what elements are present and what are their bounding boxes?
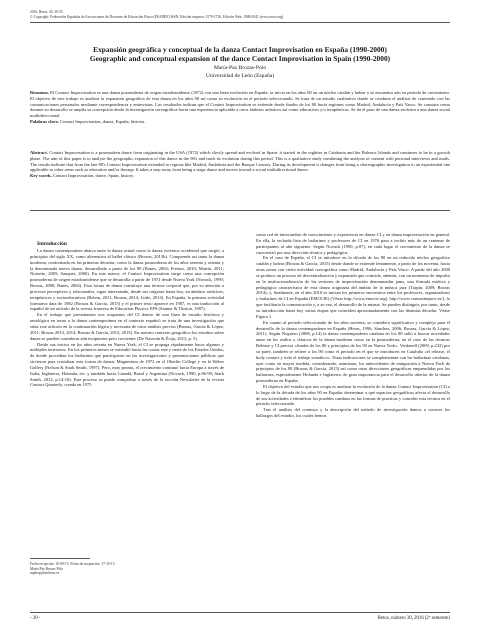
footnote-dates: Fecha recepción: 16-09-15. Fecha de aceptación: 17-10-15 xyxy=(30,562,115,566)
abstract-block xyxy=(30,150,450,179)
resumen-text: El Contact Improvisation es una danza posmoderna de origen estadounidense (1972) con una lenta evolución en España: se inicia en los años 80 en un núcleo catalán y balear y se encuentra aún en periodo de crecimiento. El objetivo de este trabajo es analizar la expansión geográfica de esta danza en los años 90 así como su evolución en el periodo seleccionado. Se trata de un estudio cualitativo donde se combina el análisis de contenido con las comunicaciones personales mediante correspondencia y entrevistas. Los resultados indican que el Contact Improvisation se extiende desde finales de los 80 hacia regiones como Madrid, Andalucía y País Vasco. Se constata como durante su desarrollo se amplía su concepción desde la investigación coreográfica hacia una experiencia aplicable a otros ámbitos artísticos así como educativos y/o terapéuticos. Se da el paso de una danza escénica a una danza social multidireccional. xyxy=(30,90,450,119)
key-words-text: Contact Improvisation, dance, Spain, history. xyxy=(52,173,135,179)
body-paragraph: Desde sus inicios en los años setenta en Nueva York, el CI se propaga rápidamente hacia algunos y múltiples territorios. En los primeros meses se extendió hacia las costas este y oeste de los Estados Unidos, de donde procedían los bailarines que participaron en las investigaciones y presentaciones públicas que sirvieron para cristalizar esta forma de danza: Magnesium de 1972 en el Oberlin College y en la Weber Gallery (Nelson & Stark Smith, 1997). Pero, muy pronto, el crecimiento continuó hacia Europa a través de Italia, Inglaterra, Holanda, etc. y también hacia Canadá, Brasil y Argentina (Novack, 1990, p.86-99; Stark Smith, 2012, p.14-16). Este proceso se puede comprobar a través de la sección Newsletter de la revista Contact Quarterly, creada en 1975 xyxy=(30,341,224,388)
abstract-rule xyxy=(30,210,450,211)
section-title-introduccion: Introducción xyxy=(37,241,67,247)
footnote-rule xyxy=(30,558,90,559)
footnote-email: mpbrop@unileon.es xyxy=(30,571,60,575)
key-words-label: Key words. xyxy=(30,173,52,179)
abstract-label: Abstract. xyxy=(30,150,48,155)
palabras-clave-text: Contact Improvisation, danza, España, historia. xyxy=(60,118,146,124)
journal-copyright: © Copyright: Federación Española de Asociaciones de Docentes de Educación Física (FEADEF) ISSN: Edición impresa: 1579-1726. Edición Web: 1988-2041 (www.retos.org) xyxy=(30,15,284,19)
author-name: María-Paz Brozas-Polo xyxy=(213,65,267,71)
body-paragraph: La danza contemporánea abarca tanto la danza actual como la danza escénica occidental que surgió, a principios del siglo XX, como alternativa al ballet clásico (Brozas, 2013b). Comprende así tanto la danza moderna, conformada en las primeras décadas, como la danza posmoderna de los años sesenta y setenta y la denominada nueva danza, desarrollada a partir de los 80 (Banes, 2002; Fréraut, 2010; Martín, 2011; Noisette, 2005; Sauquet, 2006). En este marco, el Contact Improvisation surge como una concepción posmoderna de origen estadounidense que se desarrolla a partir de 1972 desde Nueva York (Novack, 1990; Brozas, 2000; Banes, 2002). Esta forma de danza constituye una técnica corporal que, por su atención a procesos perceptivos y relacionales, sigue interesando, desde sus orígenes hasta hoy, en ámbitos artísticos, terapéuticos y socioeducativos (Belem, 2011; Brozas, 2014; Little, 2014). En España, la primera actividad formativa data de 1982 (Brozas & García, 2015) y el primer texto aparece en 1987, es una traducción al español de un artículo de la revista francesa de Education Physica EPS (Siamer & Thirion, 1987). xyxy=(30,248,224,312)
footer-rule xyxy=(30,612,450,613)
palabras-clave-label: Palabras clave. xyxy=(30,118,59,124)
title-spanish: Expansión geográfica y conceptual de la danza Contact Improvisation en España (1990-2000) xyxy=(93,45,387,54)
resumen-block xyxy=(30,90,450,125)
body-paragraph: Tras el análisis del contexto y la descripción del método de investigación damos a conocer los hallazgos del estudio, los cuales hemos xyxy=(256,407,450,419)
footnote-author: María Paz Brozas Polo xyxy=(30,566,64,571)
right-column xyxy=(256,232,450,419)
body-paragraph: En cuanto al periodo seleccionado de los años noventa, se considera significativo y complejo para el desarrollo de la danza contemporánea en España (Heras, 1996; Sánchez, 2006; Brozas, García & López, 2011). Según Noguero (2008, p.14) la danza contemporánea catalana en los 80 salió a buscar novedades tanto en los estilos y clásicos de la danza moderna como en la posmoderna; en el caso de las técnicas Release y CI precisa «finales de los 80 y principios de los 90 en Nueva York». Verdenell (2009, p.232) por su parte, también se refiere a los 90 como el periodo en el que se introducen en Cataluña «el release, el body contact y todo el trabajo somático». Estas indicaciones se complementan con las bailarinas catalanas, ayer como en mayor medida, considerando, asimismo, los antecedentes de emigración a Nueva York de principios de los 80 (Brozas & García, 2015) así como otras direcciones geográficas emprendidas por los bailarines, especialmente Holanda e Inglaterra, de gran importancia para el desarrollo ulterior de la danza posmoderna en España. xyxy=(256,319,450,384)
resumen-label: Resumen. xyxy=(30,90,49,95)
article-page xyxy=(30,0,450,640)
body-paragraph: En el caso de España, el CI se introduce en la década de los 80 en un reducido núcleo geográfico catalán y balear (Brozas & García, 2015) desde donde se extiende lentamente, a partir de los noventa, hacia otras zonas con cierta actividad coreográfica como Madrid, Andalucía y País Vasco. A partir del año 2000 se produce un proceso de descentralización y expansión que coincide, además, con un momento de impulso en la institucionalización de las sesiones de improvisación denominadas jams, una fórmula estética y pedagógica característica de esta danza originaria del ámbito de la música jazz (Turpin, 2009; Brozas 2014); y, finalmente, en el año 2010 se inician los primeros encuentros entre los profesores, organizadores y bailarines de CI en España (EMOCIE) (Véase http://www.emocie.org). http://www.contactimprov.es/), lo que facilitaría la comunicación y, a su vez, el desarrollo de la misma. Se pueden distinguir, por tanto, desde su introducción hasta hoy varias etapas que coinciden aproximadamente con las distintas décadas. Véase Figura 1. xyxy=(256,255,450,319)
header-rule xyxy=(30,22,450,23)
body-paragraph: En el trabajo que presentamos nos ocupamos del CI dentro de una línea de estudio histórica y ontológica en torno a la danza contemporánea en el contexto español; se trata de una investigación que sitúa este artículo en la continuación lógica y necesaria de otros análisis previos (Brozas, García & López, 2011; Brozas 2013, 2014; Brozas & García, 2013, 2015). En nuestro contexto geográfico los estudios sobre danza se pueden considerar aún incipientes pero crecientes (De Naverán & Écija, 2013, p. 5). xyxy=(30,312,224,341)
journal-citation: 2016, Retos, 30, 30-35 xyxy=(30,10,63,14)
title-english: Geographic and conceptual expansion of the dance Contact Improvisation in Spain (1990-2000) xyxy=(89,54,391,63)
page-number: - 30 - xyxy=(30,616,41,621)
footnote xyxy=(30,562,224,576)
journal-issue: Retos, número 30, 2016 (2º semestre) xyxy=(377,616,450,621)
body-paragraph: El objetivo del estudio que nos ocupa es analizar la evolución de la danza Contact Improvisation (CI) a lo largo de la década de los años 90 en España: determinar a qué espacios geográficos afecta el desarrollo de sus actividades e identificar los posibles cambios en las formas de practicar y concebir esta técnica en el periodo seleccionado. xyxy=(256,383,450,407)
left-column xyxy=(30,240,224,388)
author-affiliation: Universidad de León (España) xyxy=(205,73,275,79)
journal-header xyxy=(30,10,450,20)
abstract-text: Contact Improvisation is a postmodern dance form originating in the USA (1972) which slowly spread and evolved in Spain: it started in the eighties in Catalonia and the Balearic Islands and continues to be in a growth phase. The aim of this paper is to analyse the geographic expansion of this dance in the 90's and track its evolution during this period. This is a qualitative study combining the analysis of content with personal interviews and mails. The results indicate that from the late 80's Contact Improvisation extended to regions like Madrid, Andalusia and the Basque Country. During its development it changes from being a choreographic investigation to an experiential one applicable to other areas such as education and/or therapy. It takes a step away from being a stage dance and moves toward a social multidirectional dance. xyxy=(30,150,450,173)
body-paragraph: como red de intercambio de conocimiento y experiencia en danza CI y en danza improvisación en general. En ella, la recluida lista de bailarines y profesores de CI en 1976 pasa a incluir más de un centenar de participantes al año siguiente. Según Novack (1990, p.87), en cada lugar el crecimiento de la danza se caracterizó por una dirección técnica y pedagógica. xyxy=(256,232,450,255)
